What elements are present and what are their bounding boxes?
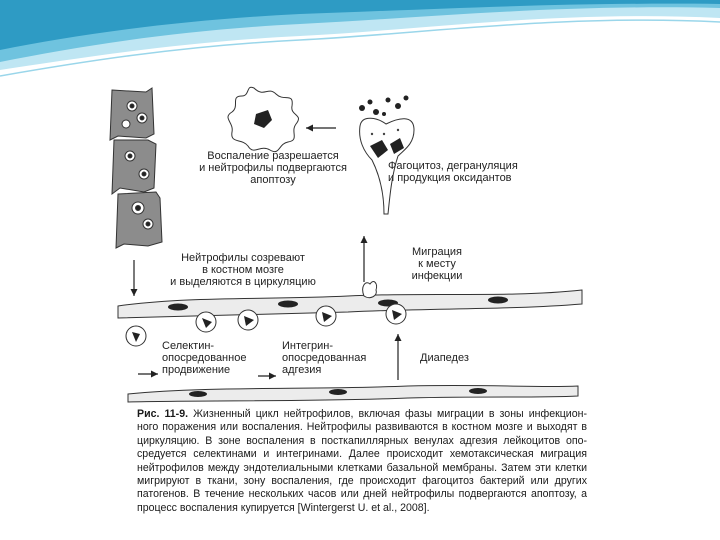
apoptotic-neutrophil <box>228 87 299 151</box>
figure-caption <box>137 408 587 515</box>
upper-endothelium <box>118 290 582 318</box>
label-migration: Миграция к месту инфекции <box>411 246 463 282</box>
bone-marrow-cells <box>110 88 162 248</box>
marrow-cell <box>116 192 162 248</box>
header-wave-banner <box>0 0 720 90</box>
label-diapedesis: Диапедез <box>420 352 469 364</box>
marrow-cell <box>110 88 154 140</box>
label-phagocytosis: Фагоцитоз, дегрануляция и продукция оксидантов <box>388 160 518 184</box>
marrow-cell <box>112 140 156 194</box>
diapedesis-neutrophil <box>363 282 377 298</box>
label-integrin: Интегрин- опосредованная адгезия <box>282 340 367 376</box>
label-resolve: Воспаление разрешается и нейтрофилы подвергаются апоптозу <box>199 150 347 186</box>
label-maturation: Нейтрофилы созревают в костном мозге и выделяются в циркуляцию <box>170 252 316 288</box>
caption-text: Жизненный цикл нейтрофилов, включая фазы миграции в зоны инфекцион- ного поражения или воспаления. Нейтрофилы развиваются в костном мозге и выходят в циркуляцию. В зоне воспаления в посткапиллярных венулах адгезия лейкоцитов опо- средуется селектинами и интегринами. Далее происходит хемотаксическая миграция нейтрофилов между эндотелиальными клетками базальной мембраны. Затем эти клетки мигрируют в ткани, зону воспаления, где происходит фагоцитоз бактерий или других патогенов. В течение нескольких часов или дней нейтрофилы подвергаются апоптозу, а процесс воспаления купируется [Wintergerst U. et al., 2008]. <box>137 408 587 514</box>
lower-endothelium <box>128 385 578 402</box>
label-selectin: Селектин- опосредованное продвижение <box>162 340 247 376</box>
caption-number: Рис. 11-9. <box>137 408 189 420</box>
